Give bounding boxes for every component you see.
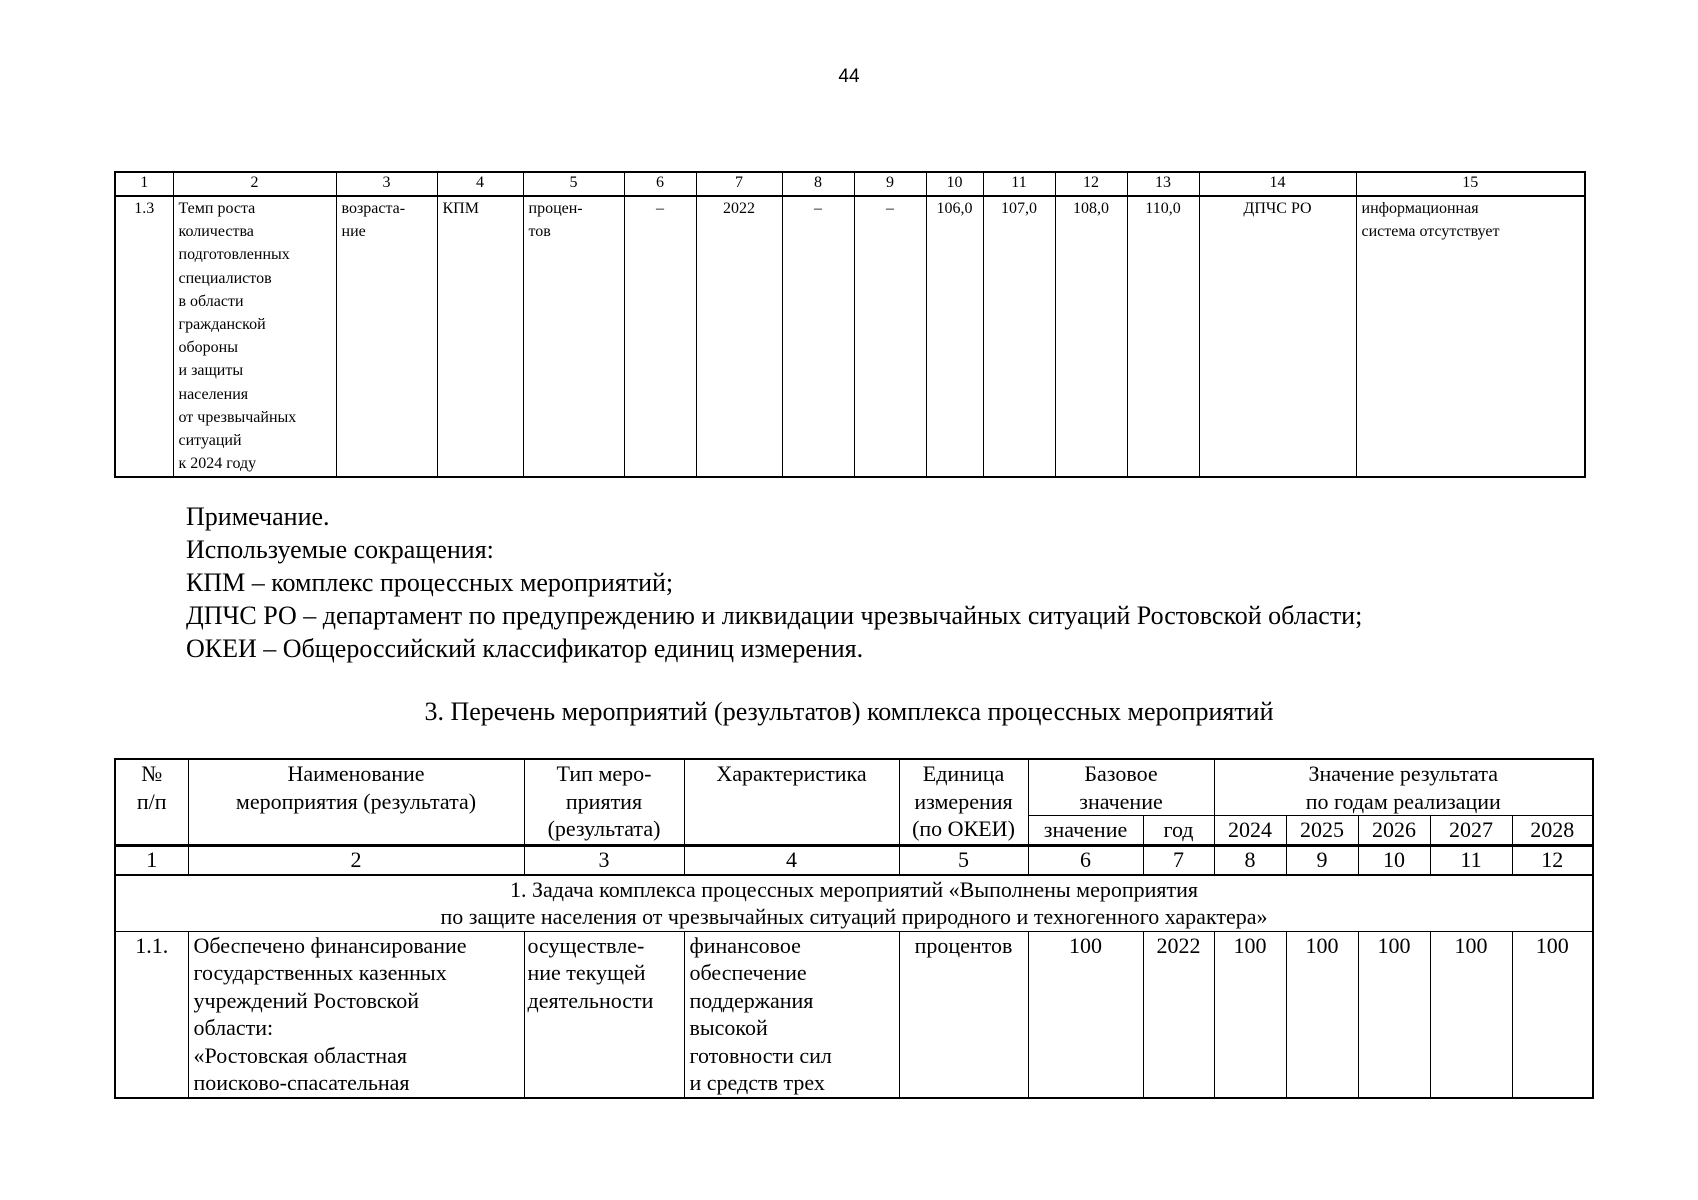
note-line: КПМ – комплекс процессных мероприятий; bbox=[186, 568, 674, 597]
column-number: 3 bbox=[336, 172, 437, 196]
cell-8: – bbox=[782, 196, 854, 477]
header-characteristic: Характеристика bbox=[684, 759, 899, 845]
column-number: 2 bbox=[173, 172, 336, 196]
column-number: 6 bbox=[1028, 845, 1143, 875]
year-value: 100 bbox=[1286, 931, 1358, 1098]
column-number: 5 bbox=[899, 845, 1028, 875]
year-value: 100 bbox=[1512, 931, 1593, 1098]
column-numbers-row bbox=[115, 845, 1593, 875]
column-number: 14 bbox=[1199, 172, 1356, 196]
cell-6: – bbox=[624, 196, 696, 477]
column-number: 13 bbox=[1127, 172, 1199, 196]
column-number: 9 bbox=[854, 172, 926, 196]
header-name: Наименование мероприятия (результата) bbox=[188, 759, 524, 845]
column-number: 12 bbox=[1055, 172, 1127, 196]
header-values: Значение результата по годам реализации bbox=[1214, 759, 1593, 816]
column-number: 7 bbox=[1143, 845, 1214, 875]
column-number: 2 bbox=[188, 845, 524, 875]
column-number: 1 bbox=[115, 845, 188, 875]
table-header-row bbox=[115, 759, 1593, 816]
note-line: Используемые сокращения: bbox=[186, 535, 494, 564]
table-row bbox=[115, 931, 1593, 1098]
header-base-year: год bbox=[1143, 816, 1214, 846]
column-number: 10 bbox=[926, 172, 983, 196]
responsible: ДПЧС РО bbox=[1199, 196, 1356, 477]
row-number: 1.1. bbox=[115, 931, 188, 1098]
column-number: 4 bbox=[684, 845, 899, 875]
table-row bbox=[115, 196, 1585, 477]
header-year: 2027 bbox=[1430, 816, 1512, 846]
column-number: 15 bbox=[1356, 172, 1585, 196]
info-system: информационная система отсутствует bbox=[1356, 196, 1585, 477]
year-value: 100 bbox=[1430, 931, 1512, 1098]
activity-type: осуществле- ние текущей деятельности bbox=[524, 931, 684, 1098]
column-number: 3 bbox=[524, 845, 684, 875]
header-unit: Единица измерения (по ОКЕИ) bbox=[899, 759, 1028, 845]
note-line: ОКЕИ – Общероссийский классификатор единиц измерения. bbox=[186, 634, 864, 663]
column-number: 8 bbox=[782, 172, 854, 196]
year-value: 100 bbox=[1214, 931, 1286, 1098]
table-header-row bbox=[115, 172, 1585, 196]
column-number: 9 bbox=[1286, 845, 1358, 875]
header-year: 2024 bbox=[1214, 816, 1286, 846]
note-heading: Примечание. bbox=[186, 502, 330, 531]
column-number: 4 bbox=[437, 172, 523, 196]
column-number: 7 bbox=[696, 172, 782, 196]
column-number: 8 bbox=[1214, 845, 1286, 875]
cell-13: 110,0 bbox=[1127, 196, 1199, 477]
cell-10: 106,0 bbox=[926, 196, 983, 477]
header-type: Тип меро- приятия (результата) bbox=[524, 759, 684, 845]
column-number: 11 bbox=[1430, 845, 1512, 875]
header-year: 2028 bbox=[1512, 816, 1593, 846]
activity-unit: процентов bbox=[899, 931, 1028, 1098]
indicator-unit: процен- тов bbox=[523, 196, 624, 477]
column-number: 10 bbox=[1358, 845, 1430, 875]
cell-7: 2022 bbox=[696, 196, 782, 477]
cell-9: – bbox=[854, 196, 926, 477]
indicator-direction: возраста- ние bbox=[336, 196, 437, 477]
note-line: ДПЧС РО – департамент по предупреждению и ликвидации чрезвычайных ситуаций Ростовской области; bbox=[186, 601, 1363, 630]
header-num: № п/п bbox=[115, 759, 188, 845]
indicator-name: Темп роста количества подготовленных специалистов в области гражданской обороны и защиты населения от чрезвычайных ситуаций к 2024 году bbox=[173, 196, 336, 477]
column-number: 11 bbox=[983, 172, 1055, 196]
header-base-value: значение bbox=[1028, 816, 1143, 846]
year-value: 100 bbox=[1358, 931, 1430, 1098]
task-title: 1. Задача комплекса процессных мероприятий «Выполнены мероприятия по защите населения от чрезвычайных ситуаций природного и техногенного характера» bbox=[115, 875, 1593, 932]
header-year: 2026 bbox=[1358, 816, 1430, 846]
column-number: 6 bbox=[624, 172, 696, 196]
activity-characteristic: финансовое обеспечение поддержания высокой готовности сил и средств трех bbox=[684, 931, 899, 1098]
task-row bbox=[115, 875, 1593, 932]
base-value: 100 bbox=[1028, 931, 1143, 1098]
indicators-table bbox=[114, 171, 1586, 478]
column-number: 5 bbox=[523, 172, 624, 196]
cell-11: 107,0 bbox=[983, 196, 1055, 477]
column-number: 12 bbox=[1512, 845, 1593, 875]
cell-12: 108,0 bbox=[1055, 196, 1127, 477]
row-number: 1.3 bbox=[115, 196, 173, 477]
notes-block bbox=[186, 500, 1362, 665]
header-base: Базовое значение bbox=[1028, 759, 1214, 816]
section-title: 3. Перечень мероприятий (результатов) комплекса процессных мероприятий bbox=[424, 697, 1274, 726]
activity-name: Обеспечено финансирование государственных казенных учреждений Ростовской области: «Ростовская областная поисково-спасательная bbox=[188, 931, 524, 1098]
base-year: 2022 bbox=[1143, 931, 1214, 1098]
column-number: 1 bbox=[115, 172, 173, 196]
header-year: 2025 bbox=[1286, 816, 1358, 846]
activities-table bbox=[114, 758, 1594, 1099]
page-number: 44 bbox=[838, 66, 860, 87]
indicator-level: КПМ bbox=[437, 196, 523, 477]
